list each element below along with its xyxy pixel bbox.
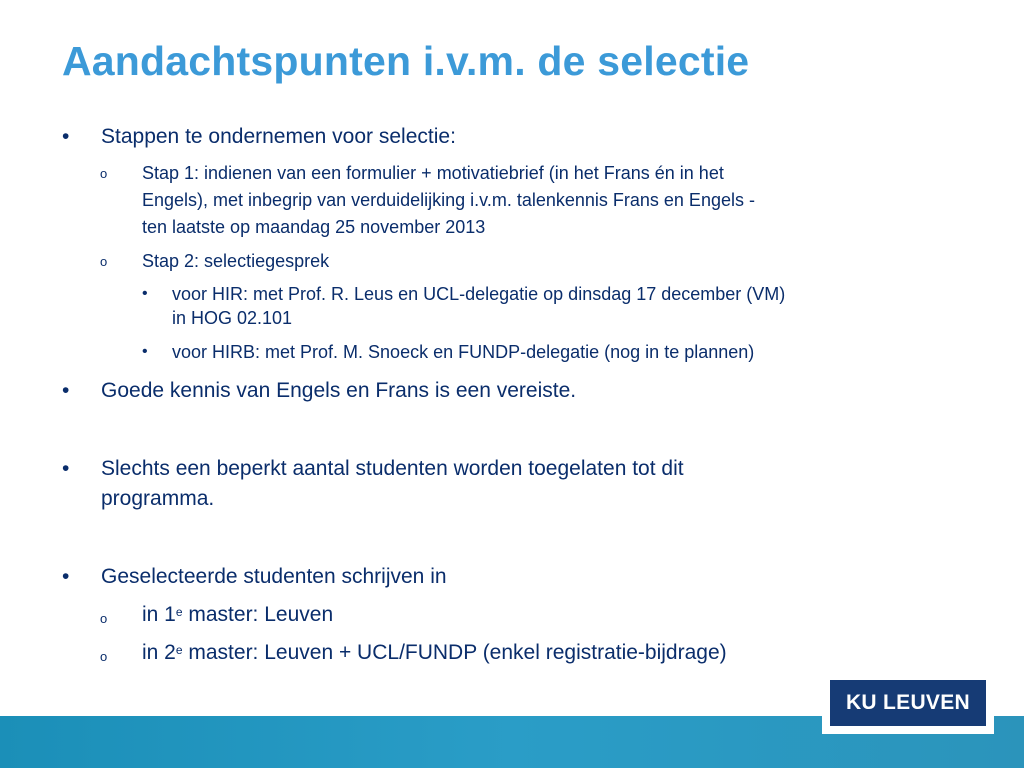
- sub-bullet-text-line: ten laatste op maandag 25 november 2013: [142, 217, 486, 237]
- bullet-marker: •: [62, 565, 70, 588]
- sub-bullet-text-post: master: Leuven: [182, 603, 334, 626]
- bullet-enrol: [62, 562, 962, 592]
- bullet-marker: •: [62, 125, 70, 148]
- sub-bullet-step1: [62, 160, 962, 241]
- small-bullet-marker: •: [142, 285, 148, 302]
- sub-bullet-text-pre: in 1: [142, 603, 176, 626]
- superscript: e: [175, 643, 183, 657]
- slide-title: Aandachtspunten i.v.m. de selectie: [62, 38, 750, 84]
- bullet-marker: •: [62, 457, 70, 480]
- sub-bullet-text-line: Engels), met inbegrip van verduidelijking i.v.m. talenkennis Frans en Engels -: [142, 190, 755, 210]
- bullet-text: Goede kennis van Engels en Frans is een vereiste.: [101, 379, 577, 402]
- circle-marker: o: [100, 649, 108, 664]
- circle-marker: o: [100, 611, 108, 626]
- bullet-language: [62, 376, 962, 406]
- bullet-text: Stappen te ondernemen voor selectie:: [101, 125, 456, 148]
- logo-frame: [822, 672, 994, 734]
- sub-sub-bullet-text: voor HIRB: met Prof. M. Snoeck en FUNDP-delegatie (nog in te plannen): [172, 342, 755, 362]
- sub-bullet-second-master: [62, 638, 962, 668]
- sub-bullet-first-master: [62, 600, 962, 630]
- superscript: e: [175, 605, 183, 619]
- bullet-text-line: Slechts een beperkt aantal studenten worden toegelaten tot dit: [101, 457, 684, 480]
- circle-marker: o: [100, 166, 108, 181]
- sub-bullet-step2: [62, 248, 962, 275]
- sub-bullet-text: Stap 2: selectiegesprek: [142, 251, 330, 271]
- bullet-text-line: programma.: [101, 487, 215, 510]
- logo-text: KU LEUVEN: [845, 691, 971, 714]
- slide-content: [62, 122, 962, 668]
- sub-sub-bullet-text-line: in HOG 02.101: [172, 308, 293, 328]
- sub-bullet-text-pre: in 2: [142, 641, 176, 664]
- sub-sub-bullet-hirb: [62, 340, 962, 364]
- sub-sub-bullet-text-line: voor HIR: met Prof. R. Leus en UCL-delegatie op dinsdag 17 december (VM): [172, 284, 786, 304]
- bullet-steps: [62, 122, 962, 152]
- sub-bullet-text-line: Stap 1: indienen van een formulier + motivatiebrief (in het Frans én in het: [142, 163, 724, 183]
- bullet-text: Geselecteerde studenten schrijven in: [101, 565, 447, 588]
- bullet-marker: •: [62, 379, 70, 402]
- circle-marker: o: [100, 254, 108, 269]
- small-bullet-marker: •: [142, 343, 148, 360]
- bullet-limited: [62, 454, 962, 514]
- sub-bullet-text-post: master: Leuven + UCL/FUNDP (enkel registratie-bijdrage): [182, 641, 727, 664]
- sub-sub-bullet-hir: [62, 282, 962, 330]
- ku-leuven-logo: [830, 680, 986, 726]
